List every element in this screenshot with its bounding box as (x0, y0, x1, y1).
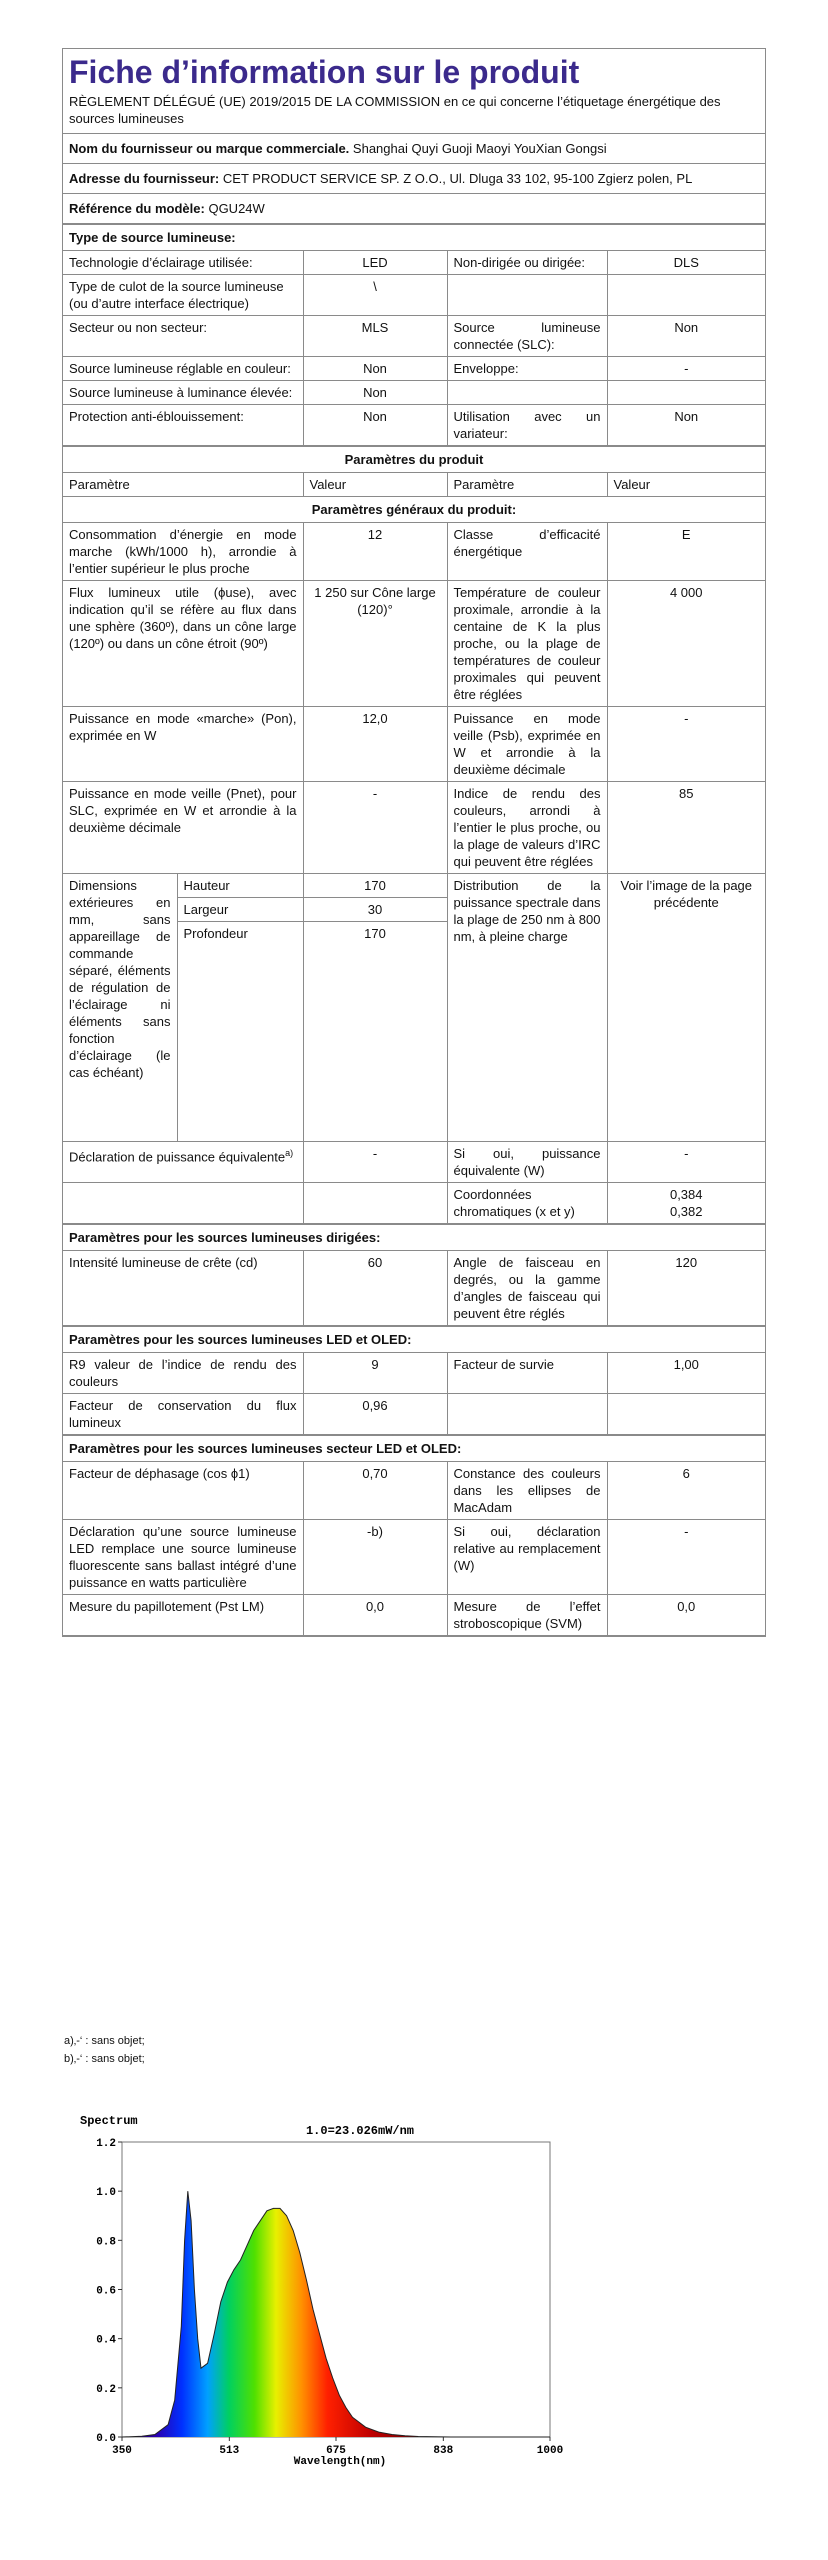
peak-intensity-value: 60 (303, 1251, 447, 1326)
dim-width-value: 30 (304, 898, 447, 922)
header-cell: Valeur (607, 473, 765, 497)
params-title: Paramètres du produit (63, 446, 765, 473)
mains-value: - (607, 1520, 765, 1595)
mains-label: Si oui, déclaration relative au remplacement (W) (447, 1520, 607, 1595)
chroma-y: 0,382 (669, 1204, 703, 1219)
footnotes (64, 2032, 145, 2068)
dim-depth-label: Profondeur (183, 926, 248, 941)
footnote: a)‚-‘ : sans objet; (64, 2035, 145, 2047)
model-value: QGU24W (208, 201, 265, 216)
beam-angle-label: Angle de faisceau en degrés, ou la gamme d’angles de faisceau qui peuvent être réglés (447, 1251, 607, 1326)
address-label: Adresse du fournisseur: (69, 171, 220, 186)
address-value: CET PRODUCT SERVICE SP. Z O.O., Ul. Dluga 33 102, 95-100 Zgierz polen, PL (222, 171, 693, 186)
dimensions-row (63, 874, 765, 1142)
led-value: 0,96 (303, 1394, 447, 1435)
type-value: DLS (607, 251, 765, 275)
led-label: R9 valeur de l’indice de rendu des couleurs (63, 1353, 303, 1394)
type-label: Technologie d’éclairage utilisée: (63, 251, 303, 275)
spectrum-area (122, 2191, 550, 2437)
led-value (607, 1394, 765, 1435)
mains-value: 6 (607, 1462, 765, 1520)
mains-table (63, 1462, 765, 1636)
header-cell: Paramètre (63, 473, 303, 497)
params-header-table (63, 473, 765, 497)
footnote: b)‚-‘ : sans objet; (64, 2053, 145, 2065)
led-label (447, 1394, 607, 1435)
dimensions-cell (63, 874, 303, 1142)
x-tick-label: 675 (326, 2445, 346, 2457)
type-row (63, 357, 765, 381)
x-tick-label: 513 (219, 2445, 240, 2457)
x-tick-label: 1000 (536, 2445, 564, 2457)
peak-intensity-label: Intensité lumineuse de crête (cd) (63, 1251, 303, 1326)
model-line (63, 194, 765, 224)
type-label: Protection anti-éblouissement: (63, 405, 303, 446)
supplier-label: Nom du fournisseur ou marque commerciale. (69, 141, 350, 156)
type-label: Non-dirigée ou dirigée: (447, 251, 607, 275)
type-row (63, 381, 765, 405)
header-cell: Valeur (303, 473, 447, 497)
type-value: - (607, 357, 765, 381)
led-row (63, 1394, 765, 1435)
dimensions-label: Dimensions extérieures en mm, sans appareillage de commande séparé, éléments de régulation de l’éclairage ni éléments sans fonction d’éclairage (le cas échéant) (63, 874, 177, 1141)
supplier-value: Shanghai Quyi Guoji Maoyi YouXian Gongsi (352, 141, 607, 156)
general-label: Puissance en mode veille (Pnet), pour SLC, exprimée en W et arrondie à la deuxième décimale (63, 782, 303, 874)
type-value: Non (607, 316, 765, 357)
general-label: Température de couleur proximale, arrondie à la centaine de K la plus proche, ou la plage de températures de couleur proximales qui peuvent être réglées (447, 581, 607, 707)
type-value: LED (303, 251, 447, 275)
chart-annotation: 1.0=23.026mW/nm (305, 2124, 415, 2138)
type-value (607, 275, 765, 316)
y-tick-label: 0.6 (96, 2285, 116, 2298)
y-tick-label: 1.0 (96, 2187, 116, 2200)
declaration-row (63, 1142, 765, 1183)
mains-row (63, 1462, 765, 1520)
led-title: Paramètres pour les sources lumineuses LED et OLED: (63, 1326, 765, 1353)
type-value (607, 381, 765, 405)
mains-label: Constance des couleurs dans les ellipses de MacAdam (447, 1462, 607, 1520)
led-value: 1,00 (607, 1353, 765, 1394)
beam-angle-value: 120 (607, 1251, 765, 1326)
type-label: Source lumineuse connectée (SLC): (447, 316, 607, 357)
dim-width-label: Largeur (177, 898, 303, 922)
general-value: 4 000 (607, 581, 765, 707)
y-tick-label: 0.8 (96, 2236, 116, 2249)
general-label: Puissance en mode «marche» (Pon), exprimée en W (63, 707, 303, 782)
spectral-distribution-label: Distribution de la puissance spectrale dans la plage de 250 nm à 800 nm, à pleine charge (447, 874, 607, 1142)
type-label (447, 275, 607, 316)
chroma-x: 0,384 (669, 1187, 703, 1202)
type-table (63, 251, 765, 446)
general-label: Consommation d’énergie en mode marche (kWh/1000 h), arrondie à l’entier supérieur le plus proche (63, 523, 303, 581)
chroma-values (607, 1183, 765, 1224)
type-label (447, 381, 607, 405)
general-value: E (607, 523, 765, 581)
general-value: 1 250 sur Cône large (120)° (303, 581, 447, 707)
general-row (63, 707, 765, 782)
general-value: 85 (607, 782, 765, 874)
address-line (63, 164, 765, 194)
model-label: Référence du modèle: (69, 201, 205, 216)
type-row (63, 275, 765, 316)
led-label: Facteur de survie (447, 1353, 607, 1394)
general-title: Paramètres généraux du produit: (63, 497, 765, 523)
type-row (63, 405, 765, 446)
declaration-label: Déclaration de puissance équivalente$^{a)}$ (63, 1142, 303, 1183)
regulation-text: RÈGLEMENT DÉLÉGUÉ (UE) 2019/2015 DE LA COMMISSION en ce qui concerne l’étiquetage énergétique des sources lumineuses (63, 91, 765, 134)
mains-label: Mesure du papillotement (Pst LM) (63, 1595, 303, 1636)
type-label: Secteur ou non secteur: (63, 316, 303, 357)
header-cell: Paramètre (447, 473, 607, 497)
mains-title: Paramètres pour les sources lumineuses secteur LED et OLED: (63, 1435, 765, 1462)
general-value: 12 (303, 523, 447, 581)
led-table (63, 1353, 765, 1435)
mains-value: 0,0 (303, 1595, 447, 1636)
y-tick-label: 0.2 (96, 2383, 116, 2396)
general-label: Classe d’efficacité énergétique (447, 523, 607, 581)
mains-label: Déclaration qu’une source lumineuse LED remplace une source lumineuse fluorescente sans ballast intégré d’une puissance en watts particulière (63, 1520, 303, 1595)
type-label: Enveloppe: (447, 357, 607, 381)
type-label: Type de culot de la source lumineuse (ou d’autre interface électrique) (63, 275, 303, 316)
general-row (63, 782, 765, 874)
directed-row (63, 1251, 765, 1326)
type-section-title: Type de source lumineuse: (63, 224, 765, 251)
page-title: Fiche d’information sur le produit (69, 54, 580, 90)
type-row (63, 316, 765, 357)
mains-label: Mesure de l’effet stroboscopique (SVM) (447, 1595, 607, 1636)
general-label: Puissance en mode veille (Psb), exprimée en W et arrondie à la deuxième décimale (447, 707, 607, 782)
general-value: - (607, 707, 765, 782)
equivalent-power-label: Si oui, puissance équivalente (W) (447, 1142, 607, 1183)
x-axis-label: Wavelength(nm) (293, 2456, 387, 2468)
type-label: Source lumineuse réglable en couleur: (63, 357, 303, 381)
params-header-row (63, 473, 765, 497)
equivalent-power-value: - (607, 1142, 765, 1183)
mains-row (63, 1520, 765, 1595)
dim-height-value: 170 (304, 874, 447, 898)
mains-label: Facteur de déphasage (cos ϕ1) (63, 1462, 303, 1520)
led-row (63, 1353, 765, 1394)
y-tick-label: 0.0 (96, 2433, 116, 2445)
type-value: Non (303, 405, 447, 446)
declaration-value: - (303, 1142, 447, 1183)
type-value: MLS (303, 316, 447, 357)
type-value: Non (607, 405, 765, 446)
chart-title: Spectrum (80, 2114, 138, 2128)
led-value: 9 (303, 1353, 447, 1394)
general-row (63, 581, 765, 707)
directed-title: Paramètres pour les sources lumineuses dirigées: (63, 1224, 765, 1251)
supplier-line (63, 134, 765, 164)
type-value: Non (303, 357, 447, 381)
dim-height-label: Hauteur (177, 874, 303, 898)
general-table (63, 523, 765, 1224)
general-label: Indice de rendu des couleurs, arrondi à l’entier le plus proche, ou la plage de valeurs d’IRC qui peuvent être réglées (447, 782, 607, 874)
dim-depth-value: 170 (364, 926, 386, 941)
mains-value: 0,70 (303, 1462, 447, 1520)
type-value: Non (303, 381, 447, 405)
type-row (63, 251, 765, 275)
general-row (63, 523, 765, 581)
x-tick-label: 838 (433, 2445, 454, 2457)
led-label: Facteur de conservation du flux lumineux (63, 1394, 303, 1435)
spectrum-chart (80, 2112, 580, 2472)
general-value: - (303, 782, 447, 874)
product-info-sheet (62, 48, 766, 1637)
x-tick-label: 350 (112, 2445, 132, 2457)
y-tick-label: 0.4 (96, 2334, 116, 2347)
mains-value: 0,0 (607, 1595, 765, 1636)
mains-row (63, 1595, 765, 1636)
type-value: \ (303, 275, 447, 316)
general-label: Flux lumineux utile (ϕuse), avec indication qu’il se réfère au flux dans une sphère (360º), dans un cône large (120º) ou dans un cône étroit (90º) (63, 581, 303, 707)
type-label: Utilisation avec un variateur: (447, 405, 607, 446)
dimensions-values (303, 874, 447, 1142)
general-value: 12,0 (303, 707, 447, 782)
chroma-row (63, 1183, 765, 1224)
directed-table (63, 1251, 765, 1326)
type-label: Source lumineuse à luminance élevée: (63, 381, 303, 405)
y-tick-label: 1.2 (96, 2138, 116, 2150)
spectral-distribution-value: Voir l’image de la page précédente (607, 874, 765, 1142)
chroma-label: Coordonnées chromatiques (x et y) (447, 1183, 607, 1224)
mains-value: -b) (303, 1520, 447, 1595)
